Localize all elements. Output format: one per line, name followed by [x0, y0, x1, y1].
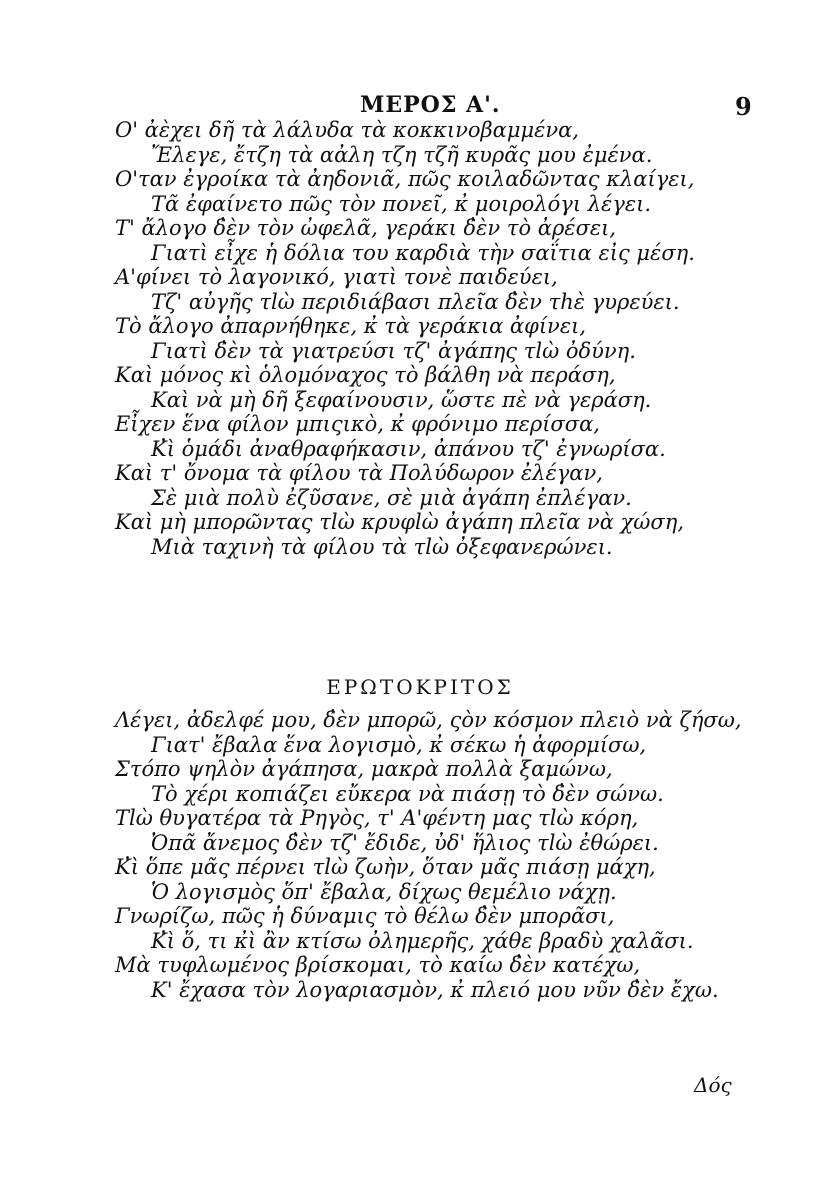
verse-line: Καὶ νὰ μὴ δῆ ξεφαίνουσιν, ὥστε πὲ νὰ γεράση.: [151, 387, 652, 412]
verse-line: Τὸ ἄλογο ἀπαρνήθηκε, κ̓ τὰ γεράκια ἀφίνει,: [115, 314, 586, 338]
verse-line: Α'φίνει τὸ λαγονικό, γιατὶ τονὲ παιδεύει,: [115, 265, 558, 289]
verse-line: Μιὰ ταχινὴ τὰ φίλου τὰ τlὼ ὀξεφανερώνει.: [151, 534, 613, 559]
verse-line: Γιατὶ εἶχε ἡ δόλια του καρδιὰ τὴν σαΐτια εἰς μέση.: [151, 240, 695, 265]
verse-line: Λέγει, ἀδελφέ μου, δ̓ὲν μπορῶ, ςὸν κόσμον πλειὸ νὰ ζήσω,: [115, 708, 742, 732]
verse-line: Γνωρίζω, πῶς ἡ δύναμις τὸ θέλω δ̓ὲν μπορᾶσι,: [115, 904, 615, 928]
running-head: ΜΕΡΟΣ Α'.: [360, 92, 501, 118]
verse-line: Κ' ἔχασα τὸν λογαριασμὸν, κ̓ πλειό μου νῦν δ̓ὲν ἔχω.: [151, 977, 719, 1002]
verse-line: Ἔλεγε, ἔτζη τὰ αἀλη τζη τζῆ κυρᾶς μου ἐμένα.: [151, 142, 653, 167]
section-title: ΕΡΩΤΟΚΡΙΤΟΣ: [326, 675, 514, 699]
catchword: Δός: [694, 1073, 732, 1097]
verse-line: Στόπο ψηλὸν ἀγάπησα, μακρὰ πολλὰ ξαμώνω,: [115, 757, 613, 781]
verse-line: Ο' ἀὲχει δῆ τὰ λάλυδα τὰ κοκκινοβαμμένα,: [115, 118, 580, 142]
verse-line: Τᾶ ἐφαίνετο πῶς τὸν πονεῖ, κ̓ μοιρολόγι λέγει.: [151, 191, 652, 216]
verse-line: Τὸ χέρι κοπιάζει εὔκερα νὰ πιάσῃ τὸ δ̓ὲν σώνω.: [151, 781, 664, 806]
verse-line: Γιατὶ δ̓ὲν τὰ γιατρεύσι τζ' ἀγάπης τlὼ ὀδύνη.: [151, 338, 636, 363]
verse-line: Καὶ τ' ὄνομα τὰ φίλου τὰ Πολύδωρον ἐλέγαν,: [115, 461, 603, 485]
verse-line: Σὲ μιὰ πολὺ ἐζῦσανε, σὲ μιὰ ἀγάπη ἐπλέγαν.: [151, 485, 632, 510]
verse-block-2: [115, 708, 775, 1002]
verse-line: Τζ' αὐγῆς τlὼ περιδιάβασι πλεῖα δ̓ὲν τhὲ γυρεύει.: [151, 289, 680, 314]
verse-line: Τ' ἄλογο δ̓ὲν τὸν ὠφελᾶ, γεράκι δ̓ὲν τὸ ἀρέσει,: [115, 216, 617, 240]
verse-line: Τlὼ θυγατέρα τὰ Ρηγὸς, τ' Α'φέντη μας τlὼ κόρη,: [115, 806, 639, 830]
verse-block-1: [115, 118, 775, 559]
verse-line: Ο'ταν ἐγροίκα τὰ ἀηδονιᾶ, πῶς κοιλαδῶντας κλαίγει,: [115, 167, 695, 191]
verse-line: Μὰ τυφλωμένος βρίσκομαι, τὸ καίω δ̓ὲν κατέχω,: [115, 953, 641, 977]
verse-line: Κ̓ὶ ὁμάδι ἀναθραφήκασιν, ἀπάνου τζ' ἐγνωρίσα.: [151, 436, 666, 461]
verse-line: Κ̓ὶ ὅ, τι κ̓ὶ ἂν κτίσω ὀλημερῆς, χάθε βραδὺ χαλᾶσι.: [151, 928, 694, 953]
verse-line: Ὁ λογισμὸς ὅπ' ἔβαλα, δίχως θεμέλιο νάχῃ.: [151, 879, 617, 904]
verse-line: Γιατ' ἔβαλα ἕνα λογισμὸ, κ̓ σέκω ἡ ἀφορμίσω,: [151, 732, 647, 757]
verse-line: Ὀπᾶ ἄνεμος δ̓ὲν τζ' ἔδιδε, ὐδ' ἥλιος τlὼ ἐθώρει.: [151, 830, 659, 855]
verse-line: Εἶχεν ἕνα φίλον μπιςικὸ, κ̓ φρόνιμο περίσσα,: [115, 412, 600, 436]
verse-line: Καὶ μὴ μπορῶντας τlὼ κρυφlὼ ἀγάπη πλεῖα νὰ χώση,: [115, 510, 684, 534]
verse-line: Κ̓ὶ ὅπε μᾶς πέρνει τlὼ ζωὴν, ὅταν μᾶς πιάσῃ μάχη,: [115, 855, 656, 879]
verse-line: Καὶ μόνος κὶ ὁλομόναχος τὸ βάλθη νὰ περάση,: [115, 363, 616, 387]
page-number: 9: [735, 92, 752, 121]
